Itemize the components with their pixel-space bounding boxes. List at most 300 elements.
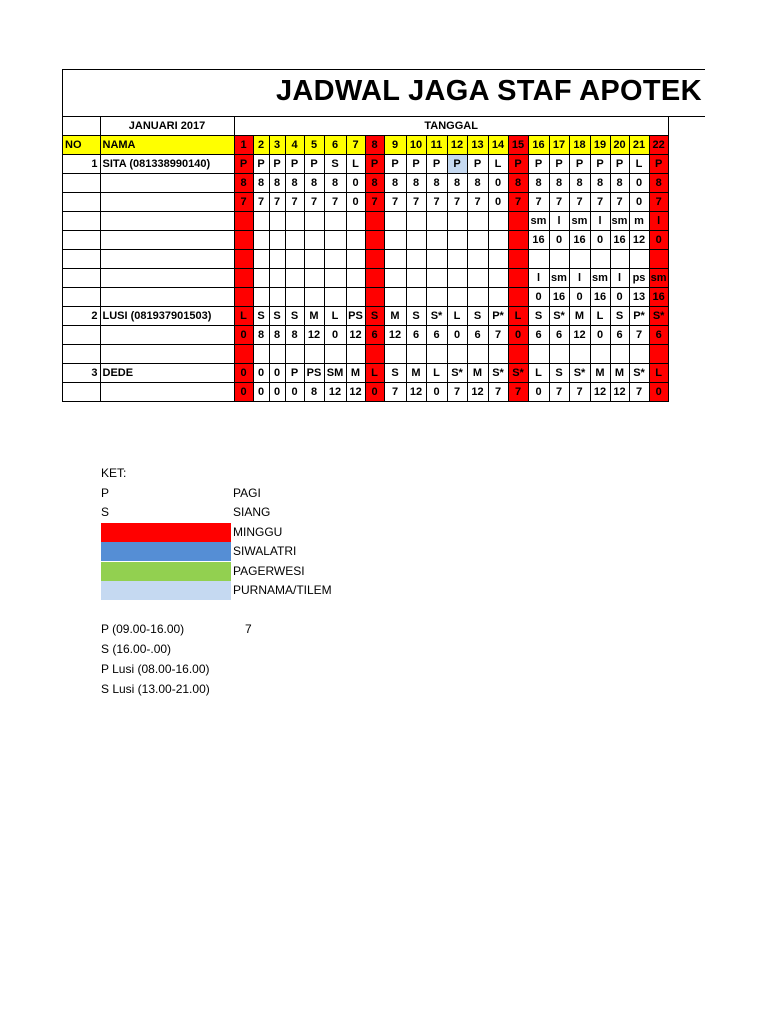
shift-cell: S xyxy=(406,307,426,326)
shift-cell: M xyxy=(610,364,629,383)
shift-cell: sm xyxy=(649,269,668,288)
shift-cell: 0 xyxy=(610,288,629,307)
shift-cell: SM xyxy=(324,364,346,383)
shift-cell: 8 xyxy=(269,174,285,193)
row-number: 3 xyxy=(63,364,100,383)
shift-cell: P xyxy=(569,155,590,174)
shift-cell xyxy=(426,250,447,269)
shift-cell xyxy=(629,345,649,364)
shift-cell: l xyxy=(590,212,610,231)
shift-cell xyxy=(324,250,346,269)
shift-cell: P xyxy=(508,155,528,174)
shift-cell xyxy=(406,288,426,307)
staff-name xyxy=(100,193,234,212)
legend-description: PURNAMA/TILEM xyxy=(233,583,332,597)
shift-cell: M xyxy=(406,364,426,383)
shift-cell: L xyxy=(488,155,508,174)
day-header: 21 xyxy=(629,136,649,155)
row-number xyxy=(63,212,100,231)
shift-cell: 16 xyxy=(649,288,668,307)
shift-cell: M xyxy=(590,364,610,383)
shift-cell: 12 xyxy=(406,383,426,402)
shift-cell: P xyxy=(365,155,384,174)
shift-cell: 7 xyxy=(406,193,426,212)
shift-cell xyxy=(365,345,384,364)
shift-cell: 7 xyxy=(324,193,346,212)
shift-cell: L xyxy=(590,307,610,326)
shift-cell xyxy=(365,288,384,307)
shift-cell: 7 xyxy=(629,326,649,345)
shift-cell: L xyxy=(365,364,384,383)
shift-cell: 12 xyxy=(610,383,629,402)
shift-cell xyxy=(508,250,528,269)
shift-cell xyxy=(346,250,365,269)
shift-cell: 0 xyxy=(234,326,253,345)
shift-cell: 0 xyxy=(649,231,668,250)
legend-swatch xyxy=(101,542,231,561)
shift-cell: l xyxy=(549,212,569,231)
shift-cell: 16 xyxy=(549,288,569,307)
shift-cell: P xyxy=(426,155,447,174)
table-row xyxy=(63,193,668,212)
table-row xyxy=(63,250,668,269)
row-number xyxy=(63,193,100,212)
shift-cell: P xyxy=(234,155,253,174)
shift-time-hours: 7 xyxy=(245,622,252,636)
shift-cell: 12 xyxy=(384,326,406,345)
shift-cell xyxy=(467,269,488,288)
shift-cell xyxy=(447,345,467,364)
shift-cell: S* xyxy=(508,364,528,383)
shift-cell: P* xyxy=(488,307,508,326)
shift-cell: M xyxy=(304,307,324,326)
shift-cell: S xyxy=(528,307,549,326)
shift-cell xyxy=(346,288,365,307)
day-header: 8 xyxy=(365,136,384,155)
shift-cell xyxy=(426,212,447,231)
table-row xyxy=(63,307,668,326)
shift-cell xyxy=(324,288,346,307)
shift-cell: M xyxy=(384,307,406,326)
shift-cell xyxy=(467,250,488,269)
row-number xyxy=(63,345,100,364)
shift-cell xyxy=(285,345,304,364)
shift-cell: 7 xyxy=(569,193,590,212)
shift-cell xyxy=(324,269,346,288)
shift-cell xyxy=(488,212,508,231)
shift-cell: 0 xyxy=(253,364,269,383)
shift-cell: 0 xyxy=(488,193,508,212)
shift-cell: 8 xyxy=(304,383,324,402)
legend-swatch xyxy=(101,562,231,581)
shift-cell xyxy=(447,288,467,307)
row-number xyxy=(63,383,100,402)
table-row xyxy=(63,174,668,193)
shift-cell: 8 xyxy=(365,174,384,193)
shift-cell: 0 xyxy=(528,383,549,402)
shift-cell xyxy=(528,345,549,364)
shift-cell: P xyxy=(406,155,426,174)
shift-cell xyxy=(384,288,406,307)
shift-cell: 12 xyxy=(590,383,610,402)
shift-cell: S xyxy=(467,307,488,326)
row-number xyxy=(63,326,100,345)
staff-name xyxy=(100,326,234,345)
shift-cell xyxy=(649,345,668,364)
shift-cell xyxy=(447,250,467,269)
day-header: 14 xyxy=(488,136,508,155)
shift-cell: P xyxy=(285,155,304,174)
shift-cell: 0 xyxy=(590,326,610,345)
shift-cell: 6 xyxy=(406,326,426,345)
day-header: 18 xyxy=(569,136,590,155)
day-header: 7 xyxy=(346,136,365,155)
shift-cell xyxy=(590,250,610,269)
shift-cell: 7 xyxy=(610,193,629,212)
shift-cell: 0 xyxy=(590,231,610,250)
shift-cell: PS xyxy=(346,307,365,326)
shift-cell: 0 xyxy=(234,383,253,402)
row-number xyxy=(63,269,100,288)
shift-cell xyxy=(426,231,447,250)
shift-cell xyxy=(304,231,324,250)
shift-cell xyxy=(549,250,569,269)
shift-cell xyxy=(590,345,610,364)
shift-cell: 7 xyxy=(649,193,668,212)
shift-cell: 0 xyxy=(426,383,447,402)
shift-cell xyxy=(304,250,324,269)
shift-cell: 8 xyxy=(569,174,590,193)
shift-cell: 6 xyxy=(426,326,447,345)
shift-cell: S xyxy=(384,364,406,383)
shift-cell xyxy=(384,231,406,250)
shift-cell: 12 xyxy=(467,383,488,402)
shift-cell: 0 xyxy=(346,174,365,193)
shift-cell: 6 xyxy=(528,326,549,345)
shift-cell xyxy=(324,345,346,364)
shift-time-label: S (16.00-.00) xyxy=(101,642,172,656)
shift-cell xyxy=(569,250,590,269)
shift-cell: M xyxy=(346,364,365,383)
day-header: 17 xyxy=(549,136,569,155)
staff-name xyxy=(100,174,234,193)
shift-cell xyxy=(304,212,324,231)
shift-cell xyxy=(269,345,285,364)
shift-cell: 7 xyxy=(426,193,447,212)
shift-cell: sm xyxy=(610,212,629,231)
shift-cell: L xyxy=(346,155,365,174)
shift-cell: 7 xyxy=(285,193,304,212)
shift-cell: 0 xyxy=(365,383,384,402)
table-row xyxy=(63,269,668,288)
shift-cell: 6 xyxy=(549,326,569,345)
shift-cell: m xyxy=(629,212,649,231)
shift-cell: P xyxy=(447,155,467,174)
shift-cell: l xyxy=(610,269,629,288)
shift-cell xyxy=(426,345,447,364)
shift-cell: 7 xyxy=(467,193,488,212)
shift-cell: 8 xyxy=(253,174,269,193)
shift-cell xyxy=(234,288,253,307)
shift-cell: 8 xyxy=(253,326,269,345)
shift-cell xyxy=(488,345,508,364)
shift-cell xyxy=(269,250,285,269)
row-number xyxy=(63,231,100,250)
shift-cell xyxy=(346,269,365,288)
legend-description: PAGERWESI xyxy=(233,563,305,578)
day-header: 9 xyxy=(384,136,406,155)
shift-cell: 0 xyxy=(324,326,346,345)
shift-cell xyxy=(426,288,447,307)
shift-cell xyxy=(234,231,253,250)
shift-cell: 12 xyxy=(346,383,365,402)
day-header: 19 xyxy=(590,136,610,155)
shift-cell: 0 xyxy=(549,231,569,250)
shift-cell: 0 xyxy=(447,326,467,345)
shift-cell: 0 xyxy=(346,193,365,212)
shift-cell xyxy=(508,269,528,288)
shift-cell: S* xyxy=(488,364,508,383)
shift-cell: 7 xyxy=(384,193,406,212)
shift-cell: L xyxy=(508,307,528,326)
shift-cell: 13 xyxy=(629,288,649,307)
shift-cell xyxy=(253,212,269,231)
shift-cell: 0 xyxy=(285,383,304,402)
table-row xyxy=(63,326,668,345)
legend-description: MINGGU xyxy=(233,524,283,539)
shift-cell xyxy=(447,212,467,231)
shift-cell: sm xyxy=(549,269,569,288)
day-header: 12 xyxy=(447,136,467,155)
shift-cell xyxy=(346,345,365,364)
shift-cell xyxy=(467,212,488,231)
shift-cell: M xyxy=(569,307,590,326)
shift-cell xyxy=(384,212,406,231)
row-number xyxy=(63,288,100,307)
shift-cell: 7 xyxy=(508,193,528,212)
shift-cell: 7 xyxy=(629,383,649,402)
staff-name: DEDE xyxy=(100,364,234,383)
shift-cell xyxy=(234,345,253,364)
shift-cell: 8 xyxy=(590,174,610,193)
shift-cell: 7 xyxy=(488,383,508,402)
shift-cell xyxy=(234,212,253,231)
shift-time-label: P (09.00-16.00) xyxy=(101,622,185,636)
table-row xyxy=(63,212,668,231)
shift-cell xyxy=(253,250,269,269)
shift-time-label: P Lusi (08.00-16.00) xyxy=(101,662,210,676)
shift-cell: L xyxy=(234,307,253,326)
shift-cell: 7 xyxy=(269,193,285,212)
shift-cell: 8 xyxy=(649,174,668,193)
shift-cell: S xyxy=(253,307,269,326)
shift-cell: L xyxy=(447,307,467,326)
shift-cell xyxy=(324,231,346,250)
staff-name: LUSI (081937901503) xyxy=(100,307,234,326)
shift-cell xyxy=(406,212,426,231)
staff-name xyxy=(100,212,234,231)
shift-cell: 7 xyxy=(549,383,569,402)
staff-name xyxy=(100,383,234,402)
shift-cell xyxy=(269,288,285,307)
shift-cell: 6 xyxy=(467,326,488,345)
shift-cell: 8 xyxy=(528,174,549,193)
shift-cell: P xyxy=(253,155,269,174)
shift-cell xyxy=(234,250,253,269)
header-blank xyxy=(63,117,100,136)
day-header: 20 xyxy=(610,136,629,155)
staff-name xyxy=(100,231,234,250)
shift-cell xyxy=(649,250,668,269)
shift-cell xyxy=(488,269,508,288)
shift-cell: 8 xyxy=(549,174,569,193)
day-header: 5 xyxy=(304,136,324,155)
shift-cell: 8 xyxy=(304,174,324,193)
day-header: 22 xyxy=(649,136,668,155)
shift-cell: 0 xyxy=(629,174,649,193)
shift-cell xyxy=(346,212,365,231)
table-row xyxy=(63,231,668,250)
shift-cell xyxy=(549,345,569,364)
shift-cell: S xyxy=(549,364,569,383)
shift-cell: 16 xyxy=(528,231,549,250)
shift-cell: L xyxy=(324,307,346,326)
shift-cell: 7 xyxy=(384,383,406,402)
shift-cell xyxy=(285,250,304,269)
shift-cell: P xyxy=(269,155,285,174)
shift-cell: 6 xyxy=(365,326,384,345)
shift-cell: 7 xyxy=(447,383,467,402)
shift-cell: S xyxy=(365,307,384,326)
shift-cell xyxy=(406,250,426,269)
shift-cell xyxy=(488,231,508,250)
shift-cell xyxy=(629,250,649,269)
shift-cell: sm xyxy=(528,212,549,231)
shift-cell xyxy=(406,345,426,364)
shift-cell xyxy=(467,231,488,250)
shift-cell xyxy=(285,212,304,231)
day-header: 10 xyxy=(406,136,426,155)
shift-cell xyxy=(447,269,467,288)
shift-cell: 12 xyxy=(304,326,324,345)
shift-cell: M xyxy=(467,364,488,383)
shift-cell: l xyxy=(649,212,668,231)
legend-heading: KET: xyxy=(101,466,127,480)
sheet-title: JADWAL JAGA STAF APOTEK xyxy=(276,75,702,107)
staff-name xyxy=(100,288,234,307)
shift-cell: P* xyxy=(629,307,649,326)
shift-cell: 16 xyxy=(569,231,590,250)
legend-description: SIANG xyxy=(233,505,271,519)
shift-cell: L xyxy=(629,155,649,174)
shift-cell: sm xyxy=(569,212,590,231)
shift-cell xyxy=(406,231,426,250)
staff-name xyxy=(100,345,234,364)
shift-cell: 8 xyxy=(269,326,285,345)
shift-cell: 7 xyxy=(528,193,549,212)
shift-cell: PS xyxy=(304,364,324,383)
table-row xyxy=(63,345,668,364)
title-row xyxy=(63,70,705,117)
shift-cell xyxy=(508,345,528,364)
legend-description: SIWALATRI xyxy=(233,544,297,558)
staff-name xyxy=(100,250,234,269)
shift-cell: 0 xyxy=(649,383,668,402)
shift-cell: P xyxy=(549,155,569,174)
header-row-month xyxy=(63,117,668,136)
shift-cell xyxy=(253,345,269,364)
shift-cell: 7 xyxy=(304,193,324,212)
shift-cell xyxy=(304,345,324,364)
shift-cell xyxy=(304,269,324,288)
shift-cell xyxy=(447,231,467,250)
shift-cell: 7 xyxy=(234,193,253,212)
shift-cell: 8 xyxy=(324,174,346,193)
shift-cell: S* xyxy=(426,307,447,326)
shift-cell: S* xyxy=(549,307,569,326)
shift-cell xyxy=(269,269,285,288)
schedule-sheet xyxy=(62,69,705,402)
shift-cell xyxy=(285,269,304,288)
shift-cell: 6 xyxy=(649,326,668,345)
shift-cell: S xyxy=(269,307,285,326)
shift-cell: 0 xyxy=(569,288,590,307)
shift-cell: 8 xyxy=(447,174,467,193)
row-number xyxy=(63,174,100,193)
day-header: 13 xyxy=(467,136,488,155)
shift-cell: 0 xyxy=(629,193,649,212)
shift-cell: S* xyxy=(629,364,649,383)
row-number xyxy=(63,250,100,269)
legend-key: S xyxy=(101,505,110,519)
shift-cell: 16 xyxy=(590,288,610,307)
shift-cell xyxy=(406,269,426,288)
shift-cell: P xyxy=(285,364,304,383)
header-row-days xyxy=(63,136,668,155)
shift-cell: 12 xyxy=(324,383,346,402)
shift-cell: L xyxy=(649,364,668,383)
shift-cell: S* xyxy=(649,307,668,326)
staff-name xyxy=(100,269,234,288)
shift-cell: P xyxy=(610,155,629,174)
shift-cell xyxy=(488,250,508,269)
day-header: 3 xyxy=(269,136,285,155)
shift-cell: 7 xyxy=(508,383,528,402)
shift-cell: 0 xyxy=(528,288,549,307)
shift-cell xyxy=(384,250,406,269)
shift-cell: 8 xyxy=(285,326,304,345)
shift-cell xyxy=(610,345,629,364)
day-header: 6 xyxy=(324,136,346,155)
shift-cell xyxy=(508,288,528,307)
shift-cell xyxy=(610,250,629,269)
shift-cell xyxy=(508,212,528,231)
shift-cell: sm xyxy=(590,269,610,288)
shift-cell xyxy=(384,345,406,364)
shift-cell: 0 xyxy=(269,364,285,383)
shift-cell xyxy=(467,345,488,364)
shift-cell xyxy=(426,269,447,288)
legend-key: P xyxy=(101,485,110,500)
shift-cell: S xyxy=(285,307,304,326)
shift-cell: l xyxy=(528,269,549,288)
no-header: NO xyxy=(63,136,100,155)
shift-cell xyxy=(488,288,508,307)
shift-cell xyxy=(365,250,384,269)
shift-cell xyxy=(285,231,304,250)
shift-cell: P xyxy=(590,155,610,174)
shift-cell xyxy=(269,231,285,250)
